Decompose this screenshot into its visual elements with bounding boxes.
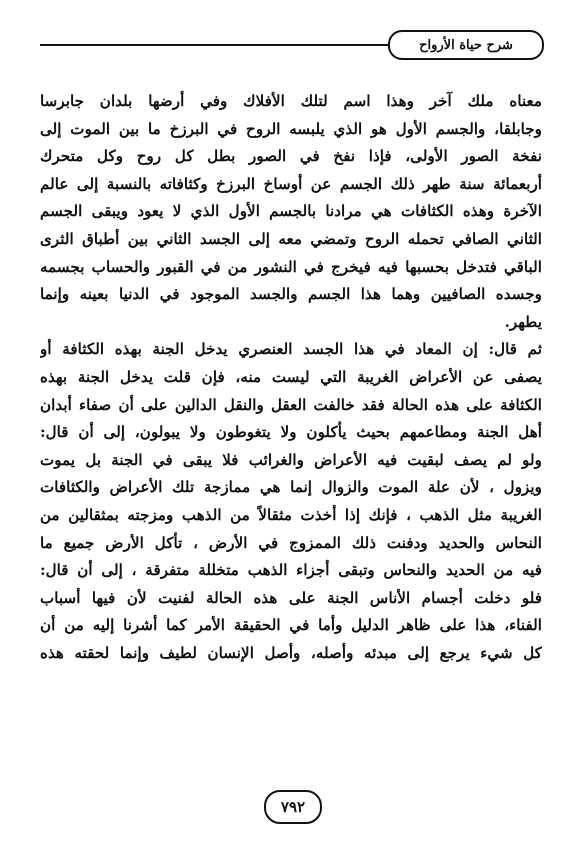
body-line: أربعمائة سنة طهر ذلك الجسم عن أوساخ البرزخ وكثافاته بالنسبة إلى عالم xyxy=(40,174,542,193)
body-line: ولو لم يصف لبقيت فيه الأعراض والغرائب فلا يبقى في الجنة بل يموت xyxy=(40,450,542,469)
running-header-title: شرح حياة الأرواح xyxy=(419,37,513,53)
body-line: كل شيء يرجع إلى مبدئه وأصله، وأصل الإنسان لطيف وإنما لحقته هذه xyxy=(40,643,542,662)
body-line: أهل الجنة ومطاعمهم بحيث يأكلون ولا يتغوطون ولا يبولون، إلى أن قال: xyxy=(40,423,542,442)
body-line: الفناء، هذا على ظاهر الدليل وأما في الحقيقة الأمر كما أشرنا إليه من أن xyxy=(40,616,542,635)
body-line: يطهر. xyxy=(504,312,542,331)
body-line: نفخة الصور الأولى، فإذا نفخ في الصور بطل كل روح وكل متحرك xyxy=(40,147,542,166)
body-line: الثاني الصافي تحمله الروح وتمضي معه إلى الجسد الثاني بين أطباق الثرى xyxy=(40,229,542,248)
body-line: وجابلقا، والجسم الأول هو الذي يلبسه الروح في البرزخ ما بين الموت إلى xyxy=(40,119,542,138)
page-body xyxy=(40,88,542,667)
body-line: معناه ملك آخر وهذا اسم لتلك الأفلاك وفي أرضها بلدان جابرسا xyxy=(40,92,542,110)
body-line: ثم قال: إن المعاد في هذا الجسد العنصري يدخل الجنة بهذه الكثافة أو xyxy=(40,340,542,359)
body-line: الكثافة على هذه الحالة فقد خالفت العقل والنقل الدالين على أن صفاء أبدان xyxy=(40,395,542,414)
body-line: ويزول ، لأن علة الموت والزوال إنما هي ممازجة تلك الأعراض والكثافات xyxy=(40,478,542,497)
page-number: ٧٩٢ xyxy=(280,798,306,816)
body-line: الغريبة مثل الذهب ، فإنك إذا أخذت مثقالاً من الذهب ومزجته بمثقالين من xyxy=(40,505,542,524)
page-number-badge xyxy=(264,790,322,824)
body-line: الباقي فتدخل بحسبها فيه فيخرج في النشور من في القبور والحساب بجسمه xyxy=(40,257,542,276)
body-line: يصفى عن الأعراض الغريبة التي ليست منه، فإن قلت يدخل الجنة بهذه xyxy=(40,367,542,386)
body-line: الآخرة وهذه الكثافات هي مرادنا بالجسم الأول الذي لا يعود ويبقى الجسم xyxy=(40,202,542,221)
body-line: وجسده الصافيين وهما هذا الجسم والجسد الموجود في الدنيا بعينه وإنما xyxy=(40,285,542,304)
body-line: فلو دخلت أجسام الأناس الجنة على هذه الحالة لفنيت لأن فيها أسباب xyxy=(40,588,542,607)
body-line: فيه من الحديد والنحاس وتبقى أجزاء الذهب متخللة متفرقة ، إلى أن قال: xyxy=(40,561,542,580)
running-header xyxy=(388,30,544,60)
header-rule xyxy=(40,44,388,46)
body-line: النحاس والحديد ودفنت ذلك الممزوج في الأرض ، تأكل الأرض جميع ما xyxy=(40,533,542,552)
